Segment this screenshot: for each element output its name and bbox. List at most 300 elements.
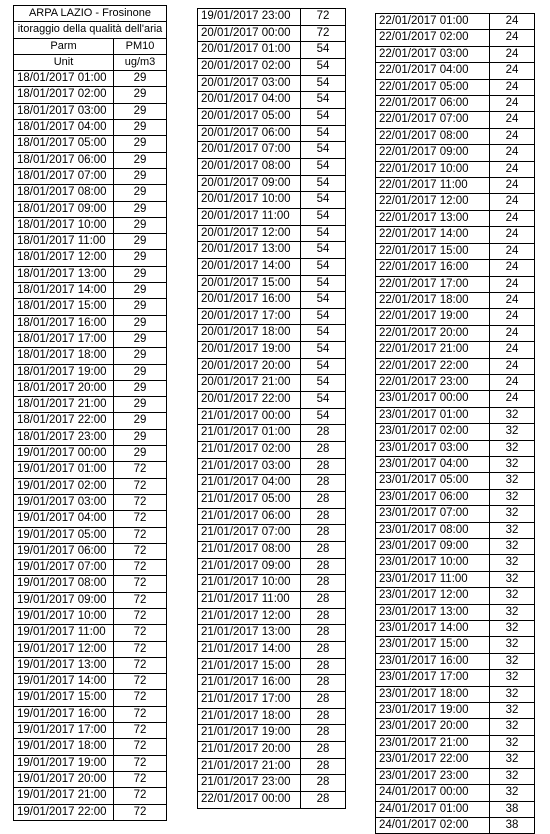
datetime-cell: 20/01/2017 01:00 bbox=[198, 42, 301, 59]
datetime-cell: 23/01/2017 04:00 bbox=[376, 456, 490, 472]
datetime-cell: 19/01/2017 16:00 bbox=[14, 706, 114, 722]
datetime-cell: 18/01/2017 18:00 bbox=[14, 348, 114, 364]
pm10-value-cell: 54 bbox=[301, 175, 346, 192]
datetime-cell: 21/01/2017 18:00 bbox=[198, 708, 301, 725]
pm10-value-cell: 32 bbox=[490, 506, 535, 522]
datetime-cell: 20/01/2017 16:00 bbox=[198, 292, 301, 309]
datetime-cell: 22/01/2017 21:00 bbox=[376, 342, 490, 358]
table-row bbox=[14, 576, 167, 592]
pm10-value-cell: 24 bbox=[490, 227, 535, 243]
datetime-cell: 21/01/2017 03:00 bbox=[198, 458, 301, 475]
datetime-cell: 23/01/2017 13:00 bbox=[376, 604, 490, 620]
pm10-value-cell: 29 bbox=[114, 234, 167, 250]
table-row bbox=[198, 591, 346, 608]
pm10-value-cell: 54 bbox=[301, 242, 346, 259]
table-row bbox=[14, 446, 167, 462]
table-row bbox=[14, 674, 167, 690]
datetime-cell: 21/01/2017 01:00 bbox=[198, 425, 301, 442]
table-row bbox=[14, 71, 167, 87]
table-row bbox=[14, 103, 167, 119]
pm10-value-cell: 72 bbox=[114, 739, 167, 755]
pm10-value-cell: 72 bbox=[114, 462, 167, 478]
table-row bbox=[198, 108, 346, 125]
datetime-cell: 21/01/2017 14:00 bbox=[198, 641, 301, 658]
pm10-value-cell: 72 bbox=[114, 511, 167, 527]
table-row bbox=[14, 511, 167, 527]
pm10-value-cell: 29 bbox=[114, 120, 167, 136]
pm10-value-cell: 32 bbox=[490, 571, 535, 587]
table-row bbox=[376, 621, 535, 637]
table-row bbox=[198, 575, 346, 592]
table-row bbox=[14, 266, 167, 282]
table-row bbox=[198, 258, 346, 275]
table-row bbox=[376, 522, 535, 538]
pm10-value-cell: 38 bbox=[490, 801, 535, 817]
pm10-value-cell: 29 bbox=[114, 250, 167, 266]
pm10-value-cell: 24 bbox=[490, 145, 535, 161]
pm10-value-cell: 29 bbox=[114, 185, 167, 201]
datetime-cell: 18/01/2017 12:00 bbox=[14, 250, 114, 266]
datetime-cell: 18/01/2017 17:00 bbox=[14, 331, 114, 347]
datetime-cell: 20/01/2017 20:00 bbox=[198, 358, 301, 375]
pm10-value-cell: 28 bbox=[301, 558, 346, 575]
datetime-cell: 20/01/2017 00:00 bbox=[198, 25, 301, 42]
datetime-cell: 22/01/2017 01:00 bbox=[376, 14, 490, 30]
datetime-cell: 22/01/2017 03:00 bbox=[376, 46, 490, 62]
table-row bbox=[198, 358, 346, 375]
datetime-cell: 22/01/2017 07:00 bbox=[376, 112, 490, 128]
datetime-cell: 21/01/2017 10:00 bbox=[198, 575, 301, 592]
datetime-cell: 23/01/2017 15:00 bbox=[376, 637, 490, 653]
datetime-cell: 19/01/2017 06:00 bbox=[14, 543, 114, 559]
datetime-cell: 18/01/2017 10:00 bbox=[14, 217, 114, 233]
table-row bbox=[376, 63, 535, 79]
pm10-value-cell: 29 bbox=[114, 364, 167, 380]
pm10-value-cell: 24 bbox=[490, 391, 535, 407]
datetime-cell: 23/01/2017 20:00 bbox=[376, 719, 490, 735]
pm10-value-cell: 32 bbox=[490, 670, 535, 686]
pm10-value-cell: 32 bbox=[490, 735, 535, 751]
table-row bbox=[376, 768, 535, 784]
pm10-value-cell: 29 bbox=[114, 217, 167, 233]
datetime-cell: 20/01/2017 08:00 bbox=[198, 158, 301, 175]
table-row bbox=[376, 79, 535, 95]
table-row bbox=[376, 276, 535, 292]
pm10-value-cell: 28 bbox=[301, 758, 346, 775]
datetime-cell: 19/01/2017 17:00 bbox=[14, 723, 114, 739]
pm10-value-cell: 24 bbox=[490, 260, 535, 276]
table-row bbox=[198, 442, 346, 459]
datetime-cell: 22/01/2017 11:00 bbox=[376, 178, 490, 194]
table-row bbox=[14, 315, 167, 331]
datetime-cell: 22/01/2017 12:00 bbox=[376, 194, 490, 210]
header-subtitle-row bbox=[14, 22, 167, 38]
monitoring-subtitle: itoraggio della qualità dell'aria bbox=[14, 22, 167, 38]
pm10-value-cell: 54 bbox=[301, 342, 346, 359]
table-row bbox=[376, 506, 535, 522]
table-row bbox=[14, 413, 167, 429]
station-title: ARPA LAZIO - Frosinone bbox=[14, 6, 167, 22]
table-row bbox=[198, 42, 346, 59]
column-2-body bbox=[198, 9, 346, 809]
table-row bbox=[198, 192, 346, 209]
pm10-value-cell: 24 bbox=[490, 14, 535, 30]
datetime-cell: 22/01/2017 19:00 bbox=[376, 309, 490, 325]
table-row bbox=[376, 735, 535, 751]
pm10-value-cell: 72 bbox=[301, 25, 346, 42]
pm10-value-cell: 32 bbox=[490, 621, 535, 637]
table-row bbox=[14, 201, 167, 217]
table-row bbox=[198, 675, 346, 692]
datetime-cell: 21/01/2017 12:00 bbox=[198, 608, 301, 625]
datetime-cell: 22/01/2017 17:00 bbox=[376, 276, 490, 292]
datetime-cell: 18/01/2017 03:00 bbox=[14, 103, 114, 119]
datetime-cell: 21/01/2017 15:00 bbox=[198, 658, 301, 675]
table-row bbox=[14, 120, 167, 136]
pm10-value-cell: 72 bbox=[114, 690, 167, 706]
datetime-cell: 20/01/2017 22:00 bbox=[198, 392, 301, 409]
pm10-value-cell: 29 bbox=[114, 201, 167, 217]
table-row bbox=[376, 358, 535, 374]
pm10-value-cell: 28 bbox=[301, 675, 346, 692]
pm10-value-cell: 72 bbox=[114, 674, 167, 690]
pm10-value-cell: 32 bbox=[490, 440, 535, 456]
datetime-cell: 23/01/2017 09:00 bbox=[376, 539, 490, 555]
table-row bbox=[198, 342, 346, 359]
pm10-value-cell: 72 bbox=[114, 641, 167, 657]
datetime-cell: 21/01/2017 13:00 bbox=[198, 625, 301, 642]
header-title-row bbox=[14, 6, 167, 22]
table-row bbox=[14, 723, 167, 739]
pm10-value-cell: 54 bbox=[301, 308, 346, 325]
datetime-cell: 21/01/2017 05:00 bbox=[198, 492, 301, 509]
pm10-value-cell: 28 bbox=[301, 791, 346, 808]
table-row bbox=[14, 478, 167, 494]
datetime-cell: 21/01/2017 06:00 bbox=[198, 508, 301, 525]
table-row bbox=[376, 178, 535, 194]
table-row bbox=[198, 92, 346, 109]
table-row bbox=[14, 690, 167, 706]
table-row bbox=[198, 691, 346, 708]
pm10-value-cell: 32 bbox=[490, 604, 535, 620]
table-row bbox=[14, 380, 167, 396]
pm10-value-cell: 28 bbox=[301, 542, 346, 559]
table-row bbox=[198, 75, 346, 92]
pm10-value-cell: 24 bbox=[490, 128, 535, 144]
table-row bbox=[376, 161, 535, 177]
datetime-cell: 22/01/2017 13:00 bbox=[376, 210, 490, 226]
table-row bbox=[376, 801, 535, 817]
pm10-value-cell: 29 bbox=[114, 429, 167, 445]
datetime-cell: 23/01/2017 03:00 bbox=[376, 440, 490, 456]
pm10-value-cell: 29 bbox=[114, 136, 167, 152]
table-row bbox=[198, 25, 346, 42]
table-row bbox=[198, 158, 346, 175]
table-row bbox=[198, 125, 346, 142]
param-value: PM10 bbox=[114, 38, 167, 54]
table-row bbox=[198, 625, 346, 642]
table-row bbox=[198, 308, 346, 325]
table-row bbox=[14, 462, 167, 478]
pm10-value-cell: 28 bbox=[301, 625, 346, 642]
pm10-value-cell: 28 bbox=[301, 508, 346, 525]
table-row bbox=[14, 788, 167, 804]
pm10-value-cell: 32 bbox=[490, 703, 535, 719]
pm10-value-cell: 72 bbox=[114, 771, 167, 787]
table-row bbox=[14, 706, 167, 722]
pm10-value-cell: 28 bbox=[301, 458, 346, 475]
datetime-cell: 18/01/2017 19:00 bbox=[14, 364, 114, 380]
datetime-cell: 23/01/2017 01:00 bbox=[376, 407, 490, 423]
pm10-value-cell: 29 bbox=[114, 87, 167, 103]
datetime-cell: 19/01/2017 18:00 bbox=[14, 739, 114, 755]
datetime-cell: 19/01/2017 00:00 bbox=[14, 446, 114, 462]
pm10-value-cell: 72 bbox=[114, 755, 167, 771]
pm10-value-cell: 54 bbox=[301, 325, 346, 342]
datetime-cell: 23/01/2017 22:00 bbox=[376, 752, 490, 768]
datetime-cell: 21/01/2017 09:00 bbox=[198, 558, 301, 575]
datetime-cell: 20/01/2017 18:00 bbox=[198, 325, 301, 342]
datetime-cell: 20/01/2017 05:00 bbox=[198, 108, 301, 125]
table-row bbox=[376, 194, 535, 210]
table-row bbox=[198, 542, 346, 559]
datetime-cell: 19/01/2017 10:00 bbox=[14, 608, 114, 624]
table-row bbox=[198, 658, 346, 675]
pm10-value-cell: 54 bbox=[301, 92, 346, 109]
table-row bbox=[14, 234, 167, 250]
pm10-value-cell: 32 bbox=[490, 588, 535, 604]
pm10-value-cell: 32 bbox=[490, 785, 535, 801]
pm10-value-cell: 72 bbox=[114, 723, 167, 739]
datetime-cell: 20/01/2017 15:00 bbox=[198, 275, 301, 292]
table-row bbox=[198, 741, 346, 758]
datetime-cell: 21/01/2017 16:00 bbox=[198, 675, 301, 692]
table-row bbox=[376, 604, 535, 620]
pm10-value-cell: 72 bbox=[114, 625, 167, 641]
pm10-value-cell: 72 bbox=[114, 608, 167, 624]
datetime-cell: 24/01/2017 02:00 bbox=[376, 817, 490, 833]
datetime-cell: 20/01/2017 12:00 bbox=[198, 225, 301, 242]
table-row bbox=[376, 260, 535, 276]
table-row bbox=[376, 424, 535, 440]
table-row bbox=[14, 755, 167, 771]
pm10-value-cell: 29 bbox=[114, 71, 167, 87]
pm10-value-cell: 54 bbox=[301, 58, 346, 75]
table-row bbox=[198, 408, 346, 425]
pm10-value-cell: 54 bbox=[301, 375, 346, 392]
pm10-value-cell: 54 bbox=[301, 292, 346, 309]
data-table-column-2 bbox=[197, 8, 346, 809]
datetime-cell: 23/01/2017 19:00 bbox=[376, 703, 490, 719]
datetime-cell: 21/01/2017 08:00 bbox=[198, 542, 301, 559]
datetime-cell: 18/01/2017 09:00 bbox=[14, 201, 114, 217]
datetime-cell: 20/01/2017 17:00 bbox=[198, 308, 301, 325]
datetime-cell: 18/01/2017 16:00 bbox=[14, 315, 114, 331]
datetime-cell: 23/01/2017 23:00 bbox=[376, 768, 490, 784]
datetime-cell: 19/01/2017 13:00 bbox=[14, 657, 114, 673]
pm10-value-cell: 54 bbox=[301, 358, 346, 375]
table-row bbox=[14, 494, 167, 510]
datetime-cell: 19/01/2017 23:00 bbox=[198, 9, 301, 26]
pm10-value-cell: 29 bbox=[114, 283, 167, 299]
datetime-cell: 22/01/2017 06:00 bbox=[376, 96, 490, 112]
pm10-value-cell: 72 bbox=[114, 576, 167, 592]
table-row bbox=[376, 785, 535, 801]
datetime-cell: 18/01/2017 15:00 bbox=[14, 299, 114, 315]
pm10-value-cell: 32 bbox=[490, 768, 535, 784]
datetime-cell: 19/01/2017 21:00 bbox=[14, 788, 114, 804]
table-row bbox=[198, 525, 346, 542]
table-row bbox=[198, 392, 346, 409]
pm10-value-cell: 72 bbox=[114, 478, 167, 494]
table-row bbox=[14, 364, 167, 380]
pm10-value-cell: 72 bbox=[114, 543, 167, 559]
pm10-value-cell: 32 bbox=[490, 489, 535, 505]
table-row bbox=[376, 719, 535, 735]
table-row bbox=[14, 527, 167, 543]
table-row bbox=[198, 225, 346, 242]
datetime-cell: 18/01/2017 20:00 bbox=[14, 380, 114, 396]
table-row bbox=[198, 458, 346, 475]
datetime-cell: 19/01/2017 05:00 bbox=[14, 527, 114, 543]
pm10-value-cell: 24 bbox=[490, 325, 535, 341]
datetime-cell: 23/01/2017 16:00 bbox=[376, 653, 490, 669]
datetime-cell: 22/01/2017 23:00 bbox=[376, 374, 490, 390]
table-row bbox=[376, 96, 535, 112]
pm10-value-cell: 29 bbox=[114, 266, 167, 282]
pm10-value-cell: 32 bbox=[490, 719, 535, 735]
datetime-cell: 20/01/2017 13:00 bbox=[198, 242, 301, 259]
table-row bbox=[376, 342, 535, 358]
table-row bbox=[14, 217, 167, 233]
datetime-cell: 19/01/2017 19:00 bbox=[14, 755, 114, 771]
pm10-value-cell: 28 bbox=[301, 492, 346, 509]
pm10-value-cell: 24 bbox=[490, 96, 535, 112]
table-row bbox=[198, 208, 346, 225]
pm10-value-cell: 32 bbox=[490, 522, 535, 538]
datetime-cell: 20/01/2017 11:00 bbox=[198, 208, 301, 225]
pm10-value-cell: 24 bbox=[490, 46, 535, 62]
datetime-cell: 22/01/2017 02:00 bbox=[376, 30, 490, 46]
pm10-value-cell: 24 bbox=[490, 112, 535, 128]
header-unit-row bbox=[14, 54, 167, 70]
datetime-cell: 21/01/2017 20:00 bbox=[198, 741, 301, 758]
pm10-value-cell: 29 bbox=[114, 397, 167, 413]
table-row bbox=[376, 243, 535, 259]
pm10-value-cell: 54 bbox=[301, 408, 346, 425]
table-row bbox=[14, 348, 167, 364]
table-row bbox=[376, 145, 535, 161]
pm10-value-cell: 54 bbox=[301, 225, 346, 242]
datetime-cell: 21/01/2017 11:00 bbox=[198, 591, 301, 608]
datetime-cell: 22/01/2017 09:00 bbox=[376, 145, 490, 161]
pm10-value-cell: 32 bbox=[490, 686, 535, 702]
table-row bbox=[198, 475, 346, 492]
datetime-cell: 18/01/2017 02:00 bbox=[14, 87, 114, 103]
table-row bbox=[14, 87, 167, 103]
datetime-cell: 18/01/2017 21:00 bbox=[14, 397, 114, 413]
table-row bbox=[376, 703, 535, 719]
datetime-cell: 21/01/2017 00:00 bbox=[198, 408, 301, 425]
column-1-body bbox=[14, 6, 167, 821]
pm10-value-cell: 54 bbox=[301, 275, 346, 292]
datetime-cell: 19/01/2017 02:00 bbox=[14, 478, 114, 494]
data-table-column-3 bbox=[375, 13, 535, 834]
pm10-value-cell: 54 bbox=[301, 192, 346, 209]
datetime-cell: 22/01/2017 15:00 bbox=[376, 243, 490, 259]
datetime-cell: 23/01/2017 08:00 bbox=[376, 522, 490, 538]
datetime-cell: 19/01/2017 09:00 bbox=[14, 592, 114, 608]
table-row bbox=[14, 543, 167, 559]
table-row bbox=[14, 641, 167, 657]
unit-value: ug/m3 bbox=[114, 54, 167, 70]
pm10-value-cell: 29 bbox=[114, 348, 167, 364]
datetime-cell: 23/01/2017 17:00 bbox=[376, 670, 490, 686]
table-row bbox=[14, 739, 167, 755]
pm10-value-cell: 32 bbox=[490, 555, 535, 571]
table-row bbox=[198, 775, 346, 792]
pm10-value-cell: 24 bbox=[490, 243, 535, 259]
table-row bbox=[198, 9, 346, 26]
table-row bbox=[376, 227, 535, 243]
table-row bbox=[14, 250, 167, 266]
table-row bbox=[198, 708, 346, 725]
pm10-value-cell: 28 bbox=[301, 658, 346, 675]
pm10-value-cell: 24 bbox=[490, 210, 535, 226]
datetime-cell: 18/01/2017 05:00 bbox=[14, 136, 114, 152]
table-row bbox=[376, 588, 535, 604]
table-row bbox=[198, 375, 346, 392]
table-row bbox=[376, 112, 535, 128]
pm10-value-cell: 32 bbox=[490, 473, 535, 489]
pm10-value-cell: 54 bbox=[301, 208, 346, 225]
pm10-value-cell: 32 bbox=[490, 539, 535, 555]
pm10-value-cell: 29 bbox=[114, 380, 167, 396]
table-row bbox=[376, 555, 535, 571]
pm10-value-cell: 28 bbox=[301, 725, 346, 742]
pm10-value-cell: 29 bbox=[114, 331, 167, 347]
table-row bbox=[14, 331, 167, 347]
table-row bbox=[198, 508, 346, 525]
datetime-cell: 18/01/2017 11:00 bbox=[14, 234, 114, 250]
table-row bbox=[376, 489, 535, 505]
datetime-cell: 21/01/2017 02:00 bbox=[198, 442, 301, 459]
datetime-cell: 19/01/2017 15:00 bbox=[14, 690, 114, 706]
datetime-cell: 22/01/2017 08:00 bbox=[376, 128, 490, 144]
pm10-value-cell: 28 bbox=[301, 591, 346, 608]
datetime-cell: 18/01/2017 01:00 bbox=[14, 71, 114, 87]
pm10-value-cell: 29 bbox=[114, 446, 167, 462]
pm10-value-cell: 54 bbox=[301, 75, 346, 92]
datetime-cell: 23/01/2017 07:00 bbox=[376, 506, 490, 522]
table-row bbox=[198, 558, 346, 575]
table-row bbox=[376, 440, 535, 456]
pm10-value-cell: 72 bbox=[301, 9, 346, 26]
datetime-cell: 22/01/2017 14:00 bbox=[376, 227, 490, 243]
datetime-cell: 20/01/2017 21:00 bbox=[198, 375, 301, 392]
pm10-value-cell: 32 bbox=[490, 653, 535, 669]
table-row bbox=[376, 325, 535, 341]
pm10-value-cell: 54 bbox=[301, 125, 346, 142]
pm10-value-cell: 28 bbox=[301, 641, 346, 658]
pm10-value-cell: 72 bbox=[114, 657, 167, 673]
table-row bbox=[14, 608, 167, 624]
column-3-body bbox=[376, 14, 535, 834]
datetime-cell: 22/01/2017 16:00 bbox=[376, 260, 490, 276]
pm10-value-cell: 24 bbox=[490, 178, 535, 194]
datetime-cell: 23/01/2017 06:00 bbox=[376, 489, 490, 505]
pm10-value-cell: 72 bbox=[114, 788, 167, 804]
